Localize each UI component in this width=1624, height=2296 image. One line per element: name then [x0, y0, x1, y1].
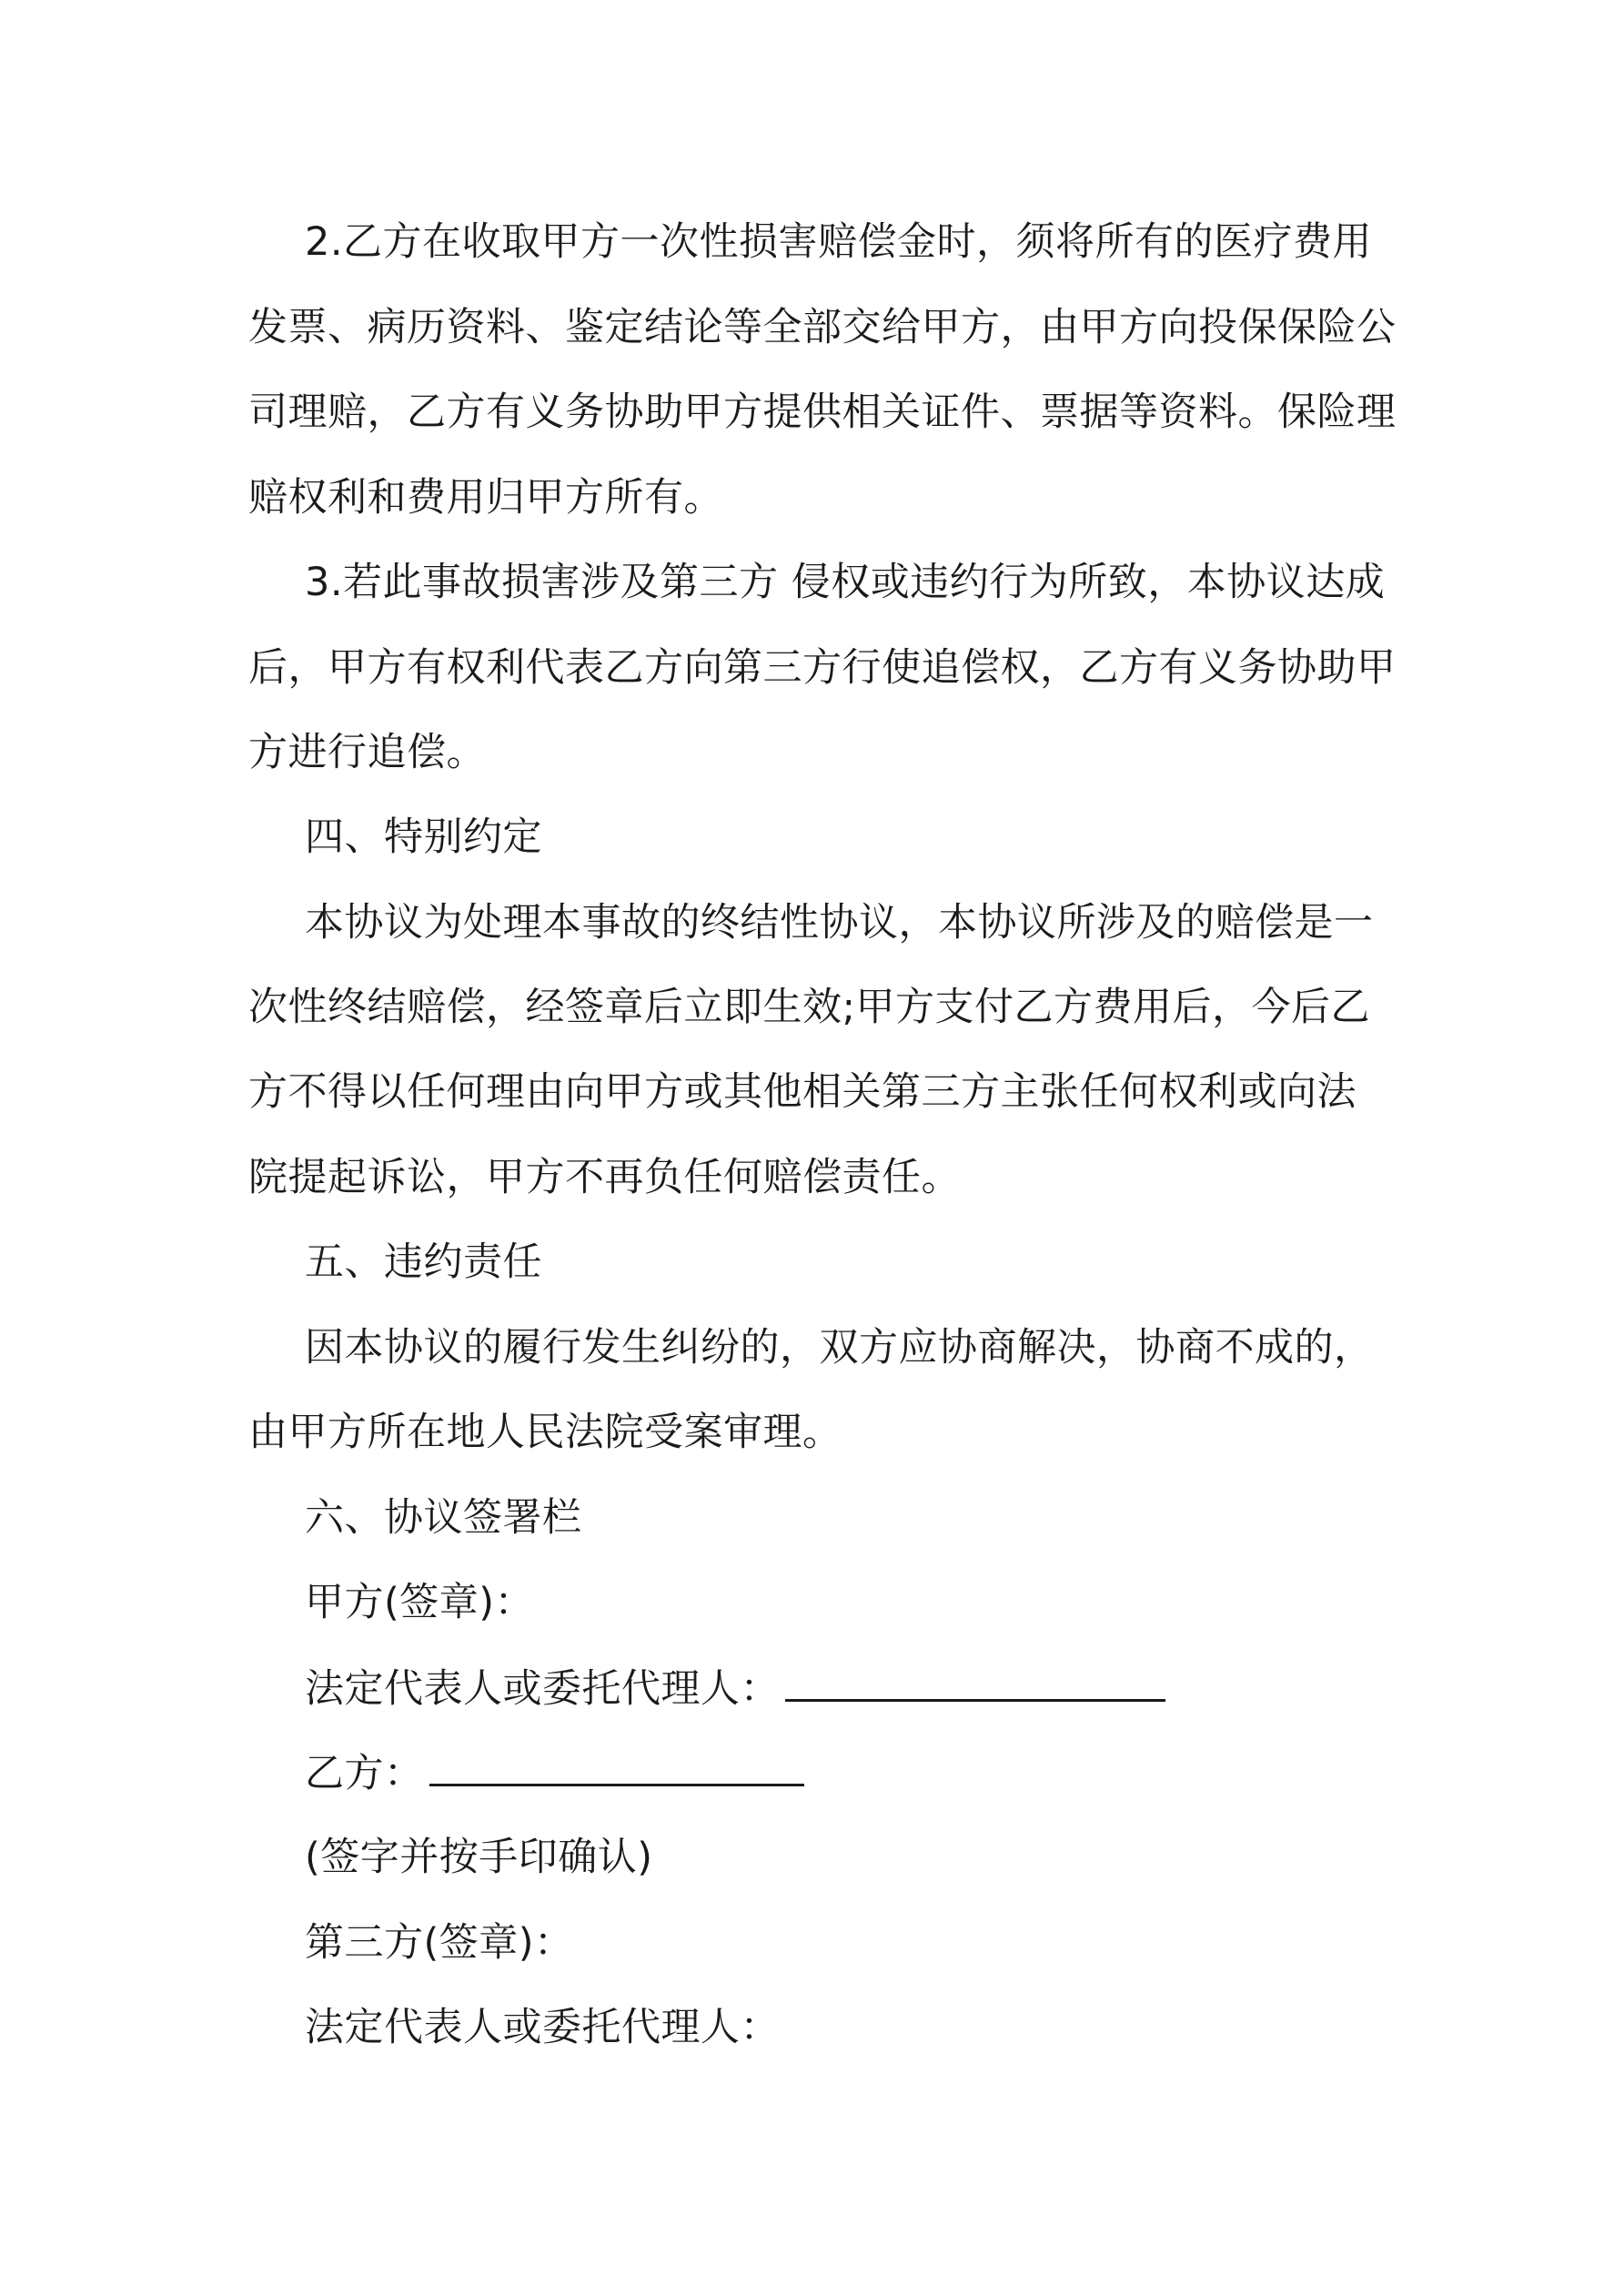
paragraph-3-line-2: 后，甲方有权利代表乙方向第三方行使追偿权，乙方有义务协助甲 [248, 645, 1397, 691]
party-a-representative-row [305, 1663, 1451, 1714]
breach-line-1: 因本协议的履行发生纠纷的，双方应协商解决，协商不成的， [305, 1325, 1374, 1371]
paragraph-2-line-3: 司理赔，乙方有义务协助甲方提供相关证件、票据等资料。保险理 [248, 389, 1397, 435]
party-a-representative-blank[interactable] [785, 1663, 1165, 1702]
section-heading-signatures: 六、协议签署栏 [305, 1495, 582, 1541]
paragraph-3-line-1: 3.若此事故损害涉及第三方 侵权或违约行为所致，本协议达成 [305, 560, 1386, 605]
third-party-representative: 法定代表人或委托代理人： [305, 2005, 780, 2050]
third-party-seal: 第三方(签章)： [305, 1920, 574, 1966]
party-a-representative-label: 法定代表人或委托代理人： [305, 1666, 780, 1712]
party-b-note: (签字并按手印确认) [305, 1835, 653, 1880]
paragraph-2-line-1: 2.乙方在收取甲方一次性损害赔偿金时，须将所有的医疗费用 [305, 219, 1373, 265]
special-terms-line-4: 院提起诉讼，甲方不再负任何赔偿责任。 [248, 1155, 961, 1200]
paragraph-3-line-3: 方进行追偿。 [248, 730, 486, 775]
party-b-label: 乙方： [305, 1751, 424, 1796]
special-terms-line-3: 方不得以任何理由向甲方或其他相关第三方主张任何权利或向法 [248, 1069, 1357, 1115]
paragraph-2-line-2: 发票、病历资料、鉴定结论等全部交给甲方，由甲方向投保保险公 [248, 305, 1397, 350]
special-terms-line-2: 次性终结赔偿，经签章后立即生效;甲方支付乙方费用后，今后乙 [248, 985, 1370, 1030]
party-a-seal: 甲方(签章)： [305, 1580, 535, 1625]
breach-line-2: 由甲方所在地人民法院受案审理。 [248, 1410, 842, 1455]
party-b-signature-blank[interactable] [429, 1747, 804, 1786]
section-heading-special-terms: 四、特别约定 [305, 814, 542, 860]
party-b-row [305, 1747, 1451, 1799]
special-terms-line-1: 本协议为处理本事故的终结性协议，本协议所涉及的赔偿是一 [305, 900, 1374, 946]
section-heading-breach: 五、违约责任 [305, 1239, 542, 1285]
paragraph-2-line-4: 赔权利和费用归甲方所有。 [248, 475, 723, 521]
